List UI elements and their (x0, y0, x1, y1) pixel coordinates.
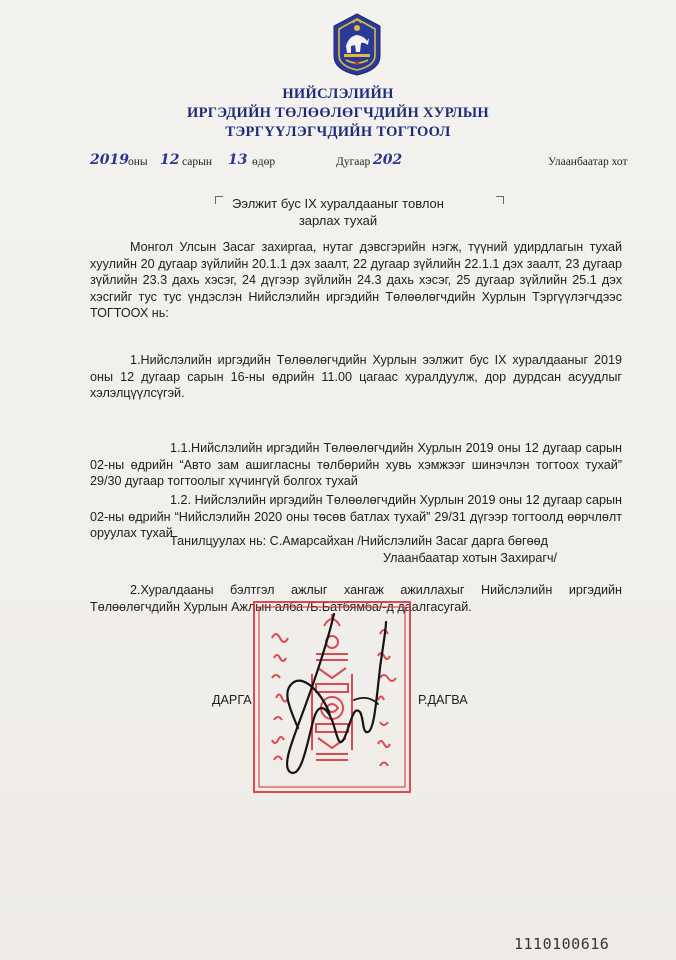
date-day: 13 (228, 152, 248, 168)
date-month-label: сарын (182, 156, 212, 168)
resolution-item-1: 1.Нийслэлийн иргэдийн Төлөөлөгчдийн Хурлын ээлжит бус IX хуралдааныг 2019 оны 12 дугаар сарын 16-ны өдрийн 11.00 цагаас хуралдуулж, дор дурдсан асуудлыг хэлэлцүүлсүгэй. (90, 353, 622, 400)
decree-number: 202 (373, 152, 403, 168)
city-label: Улаанбаатар хот (548, 156, 628, 168)
header-line-2: ИРГЭДИЙН ТӨЛӨӨЛӨГЧДИЙН ХУРЛЫН (187, 105, 489, 121)
date-line (0, 150, 676, 174)
preamble-paragraph: Монгол Улсын Засаг захиргаа, нутаг дэвсгэрийн нэгж, түүний удирдлагын тухай хуулийн 20 дугаар зүйлийн 20.1.1 дэх заалт, 22 дугаар зүйлийн 22.1.1 дэх заалт, 23 дугаар зүйлийн 23.3 дахь хэсэг, 24 дүгээр зүйлийн 24.3 дахь хэсэг, 25 дугаар зүйлийн 25.1 дэх хэсгийг тус тус үндэслэн Нийслэлийн иргэдийн Төлөөлөгчдийн Хурлын Тэргүүлэгчдээс ТОГТООХ нь: (90, 240, 622, 320)
state-emblem-icon (331, 12, 383, 76)
introducer-line-1: Танилцуулах нь: С.Амарсайхан /Нийслэлийн Засаг дарга бөгөөд (170, 534, 548, 548)
signatory-name: Р.ДАГВА (418, 693, 468, 707)
subject-line-1: Ээлжит бус IX хуралдааныг товлон (232, 196, 444, 211)
header-line-3: ТЭРГҮҮЛЭГЧДИЙН ТОГТООЛ (225, 124, 451, 140)
subject-line-2: зарлах тухай (298, 213, 378, 228)
resolution-subitem-1-2: 1.2. Нийслэлийн иргэдийн Төлөөлөгчдийн Хурлын 2019 оны 12 дугаар сарын 02-ны өдрийн “Нийслэлийн 2020 оны төсөв батлах тухай” 29/31 дүгээр тогтоолд өөрчлөлт оруулах тухай (90, 493, 622, 540)
date-day-label: өдөр (252, 156, 276, 168)
header-line-1: НИЙСЛЭЛИЙН (282, 86, 394, 102)
date-year: 2019 (90, 152, 129, 168)
signatory-title: ДАРГА (212, 693, 252, 707)
number-label: Дугаар (336, 156, 371, 168)
resolution-subitem-1-1: 1.1.Нийслэлийн иргэдийн Төлөөлөгчдийн Хурлын 2019 оны 12 дугаар сарын 02-ны өдрийн “Авто зам ашигласны төлбөрийн хувь хэмжээг шинэчлэн тогтоох тухай” 29/30 дугаар тогтоолыг хүчингүй болгох тухай (90, 441, 622, 488)
document-serial-number: 1110100616 (514, 935, 610, 953)
date-month: 12 (160, 152, 180, 168)
date-year-label: оны (128, 156, 148, 168)
handwritten-signature-icon (268, 608, 418, 784)
introducer-line-2: Улаанбаатар хотын Захирагч/ (383, 551, 558, 565)
resolution-item-2: 2.Хуралдааны бэлтгэл ажлыг хангаж ажиллахыг Нийслэлийн иргэдийн Төлөөлөгчдийн Хурлын Ажлын алба /Б.Батбямба/-д даалгасугай. (90, 583, 622, 614)
